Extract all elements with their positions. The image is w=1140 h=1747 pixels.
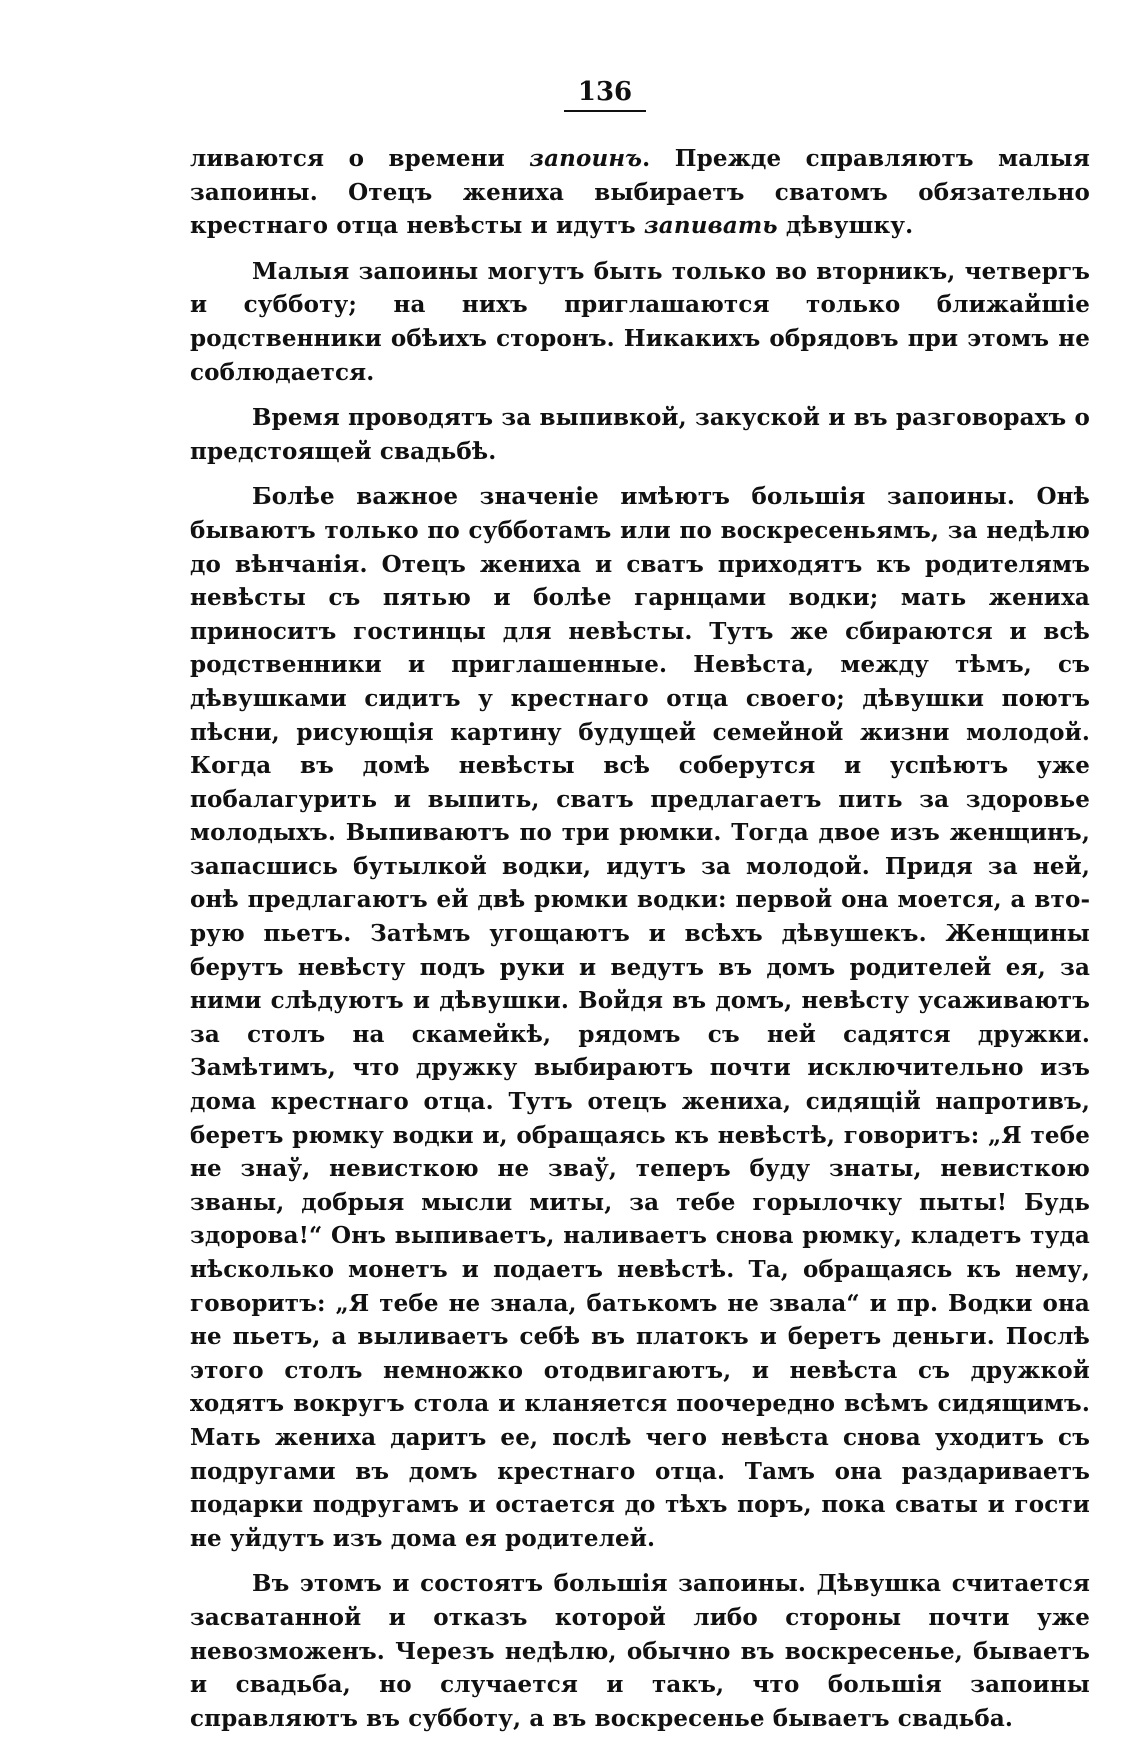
italic-term-zapivat: запивать — [643, 212, 778, 240]
paragraph-small-zapoiny: Малыя запоины могутъ быть только во вторникъ, четвергъ и субботу; на нихъ приглашаются только ближайшіе родственники обѣихъ сторонъ. Никакихъ обрядовъ при этомъ не соблюдается. — [190, 257, 1090, 386]
text-run: дѣвушку. — [777, 212, 914, 240]
paragraph-conclusion: Въ этомъ и состоятъ большія запоины. Дѣвушка считается засватанной и отказъ которой либо стороны почти уже невозможенъ. Черезъ недѣлю, обычно въ воскресенье, бываетъ и свадьба, но случается и такъ, что большія запоины справляютъ въ субботу, а въ воскресенье бываетъ свадьба. — [190, 1570, 1090, 1732]
paragraph-big-zapoiny: Болѣе важное значеніе имѣютъ большія запоины. Онѣ бываютъ только по субботамъ или по воскресеньямъ, за недѣлю до вѣнчанія. Отецъ жениха и сватъ приходятъ къ родителямъ невѣсты съ пятью и болѣе гарнцами водки; мать жениха приноситъ гостинцы для невѣсты. Тутъ же сбираются и всѣ родственники и приглашенные. Невѣста, между тѣмъ, съ дѣвушками сидитъ у крестнаго отца своего; дѣвушки поютъ пѣсни, рисующія картину будущей семейной жизни молодой. Когда въ домѣ невѣсты всѣ соберутся и успѣютъ уже побалагурить и выпить, сватъ предлагаетъ пить за здоровье молодыхъ. Выпиваютъ по три рюмки. Тогда двое изъ женщинъ, запасшись бутылкой водки, идутъ за молодой. Придя за ней, онѣ предлагаютъ ей двѣ рюмки водки: первой она моется, а вторую пьетъ. Затѣмъ угощаютъ и всѣхъ дѣвушекъ. Женщины берутъ невѣсту подъ руки и ведутъ въ домъ родителей ея, за ними слѣдуютъ и дѣвушки. Войдя въ домъ, невѣсту усаживаютъ за столъ на скамейкѣ, рядомъ съ ней садятся дружки. Замѣтимъ, что дружку выбираютъ почти исключительно изъ дома крестнаго отца. Тутъ отецъ жениха, сидящій напротивъ, беретъ рюмку водки и, обращаясь къ невѣстѣ, говоритъ: „Я тебе не знаў, невисткою не зваў, теперъ буду знаты, невисткою званы, добрыя мысли миты, за тебе горылочку пыты! Будь здорова!“ Онъ выпиваетъ, наливаетъ снова рюмку, кладетъ туда нѣсколько монетъ и подаетъ невѣстѣ. Та, обращаясь къ нему, говоритъ: „Я тебе не знала, батькомъ не звала“ и пр. Водки она не пьетъ, а выливаетъ себѣ въ платокъ и беретъ деньги. Послѣ этого столъ немножко отодвигаютъ, и невѣста съ дружкой ходятъ вокругъ стола и кланяется поочередно всѣмъ сидящимъ. Мать жениха даритъ ее, послѣ чего невѣста снова уходитъ съ подругами въ домъ крестнаго отца. Тамъ она раздариваетъ подарки подругамъ и остается до тѣхъ поръ, пока сваты и гости не уйдутъ изъ дома ея родителей. — [190, 483, 1090, 1552]
paragraph-pastime: Время проводятъ за выпивкой, закуской и въ разговорахъ о предстоящей свадьбѣ. — [190, 404, 1090, 465]
text-run: ливаются о времени — [190, 145, 530, 172]
page-body — [190, 142, 1090, 1747]
italic-term-zapoin: запоинъ — [529, 145, 643, 172]
paragraph-continued — [190, 142, 1090, 243]
page-number — [0, 76, 1140, 112]
page-number-text: 136 — [564, 76, 646, 112]
text-run: . Прежде справляютъ малыя запоины. Отецъ жениха выбираетъ сватомъ обязательно крестнаго отца невѣсты и идутъ — [190, 145, 1091, 240]
